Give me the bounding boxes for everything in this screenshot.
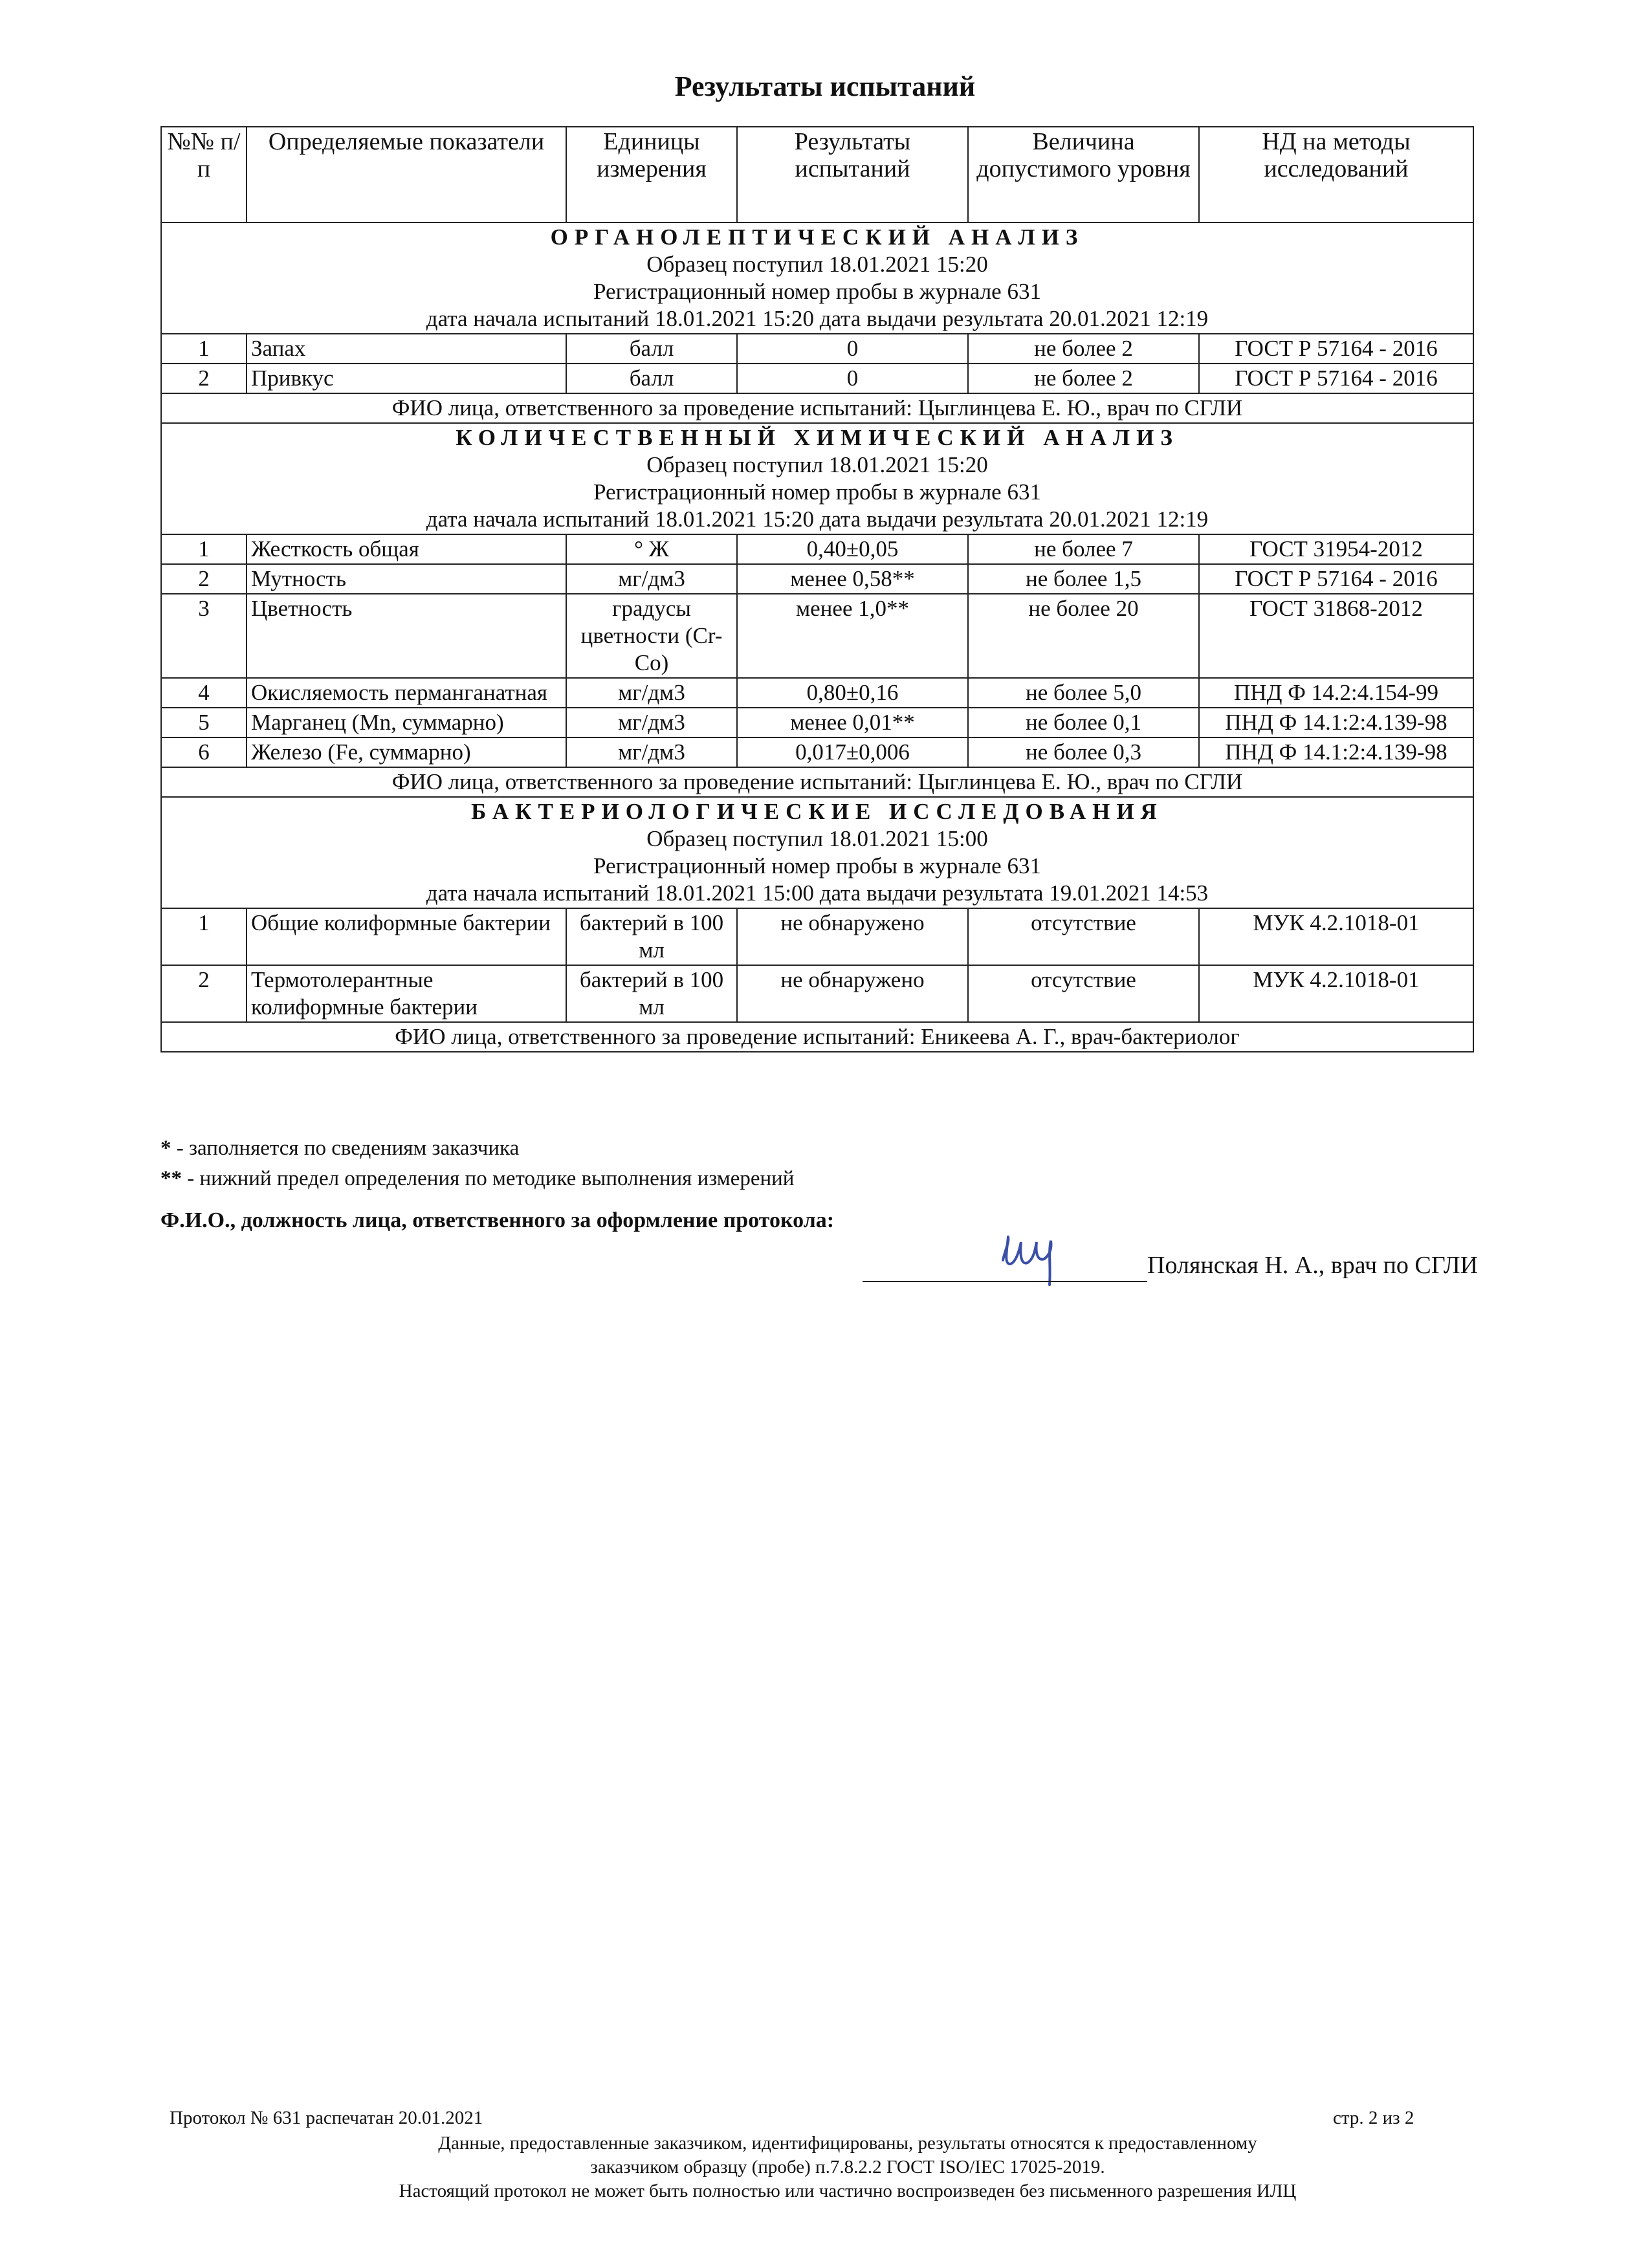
registration-number: Регистрационный номер пробы в журнале 631: [593, 479, 1041, 505]
footnote-1: [160, 1133, 794, 1164]
footer-line-3: Настоящий протокол не может быть полностью или частично воспроизведен без письменного разрешения ИЛЦ: [399, 2181, 1297, 2201]
table-row: [161, 334, 1473, 364]
handwritten-signature: [990, 1223, 1068, 1294]
table-row: [161, 564, 1473, 594]
row-result: 0,40±0,05: [737, 534, 968, 564]
footer-disclaimer: [0, 2132, 1650, 2203]
row-method: ГОСТ 31868-2012: [1199, 594, 1473, 678]
row-unit: бактерий в 100 мл: [566, 908, 737, 965]
row-method: ГОСТ Р 57164 - 2016: [1199, 364, 1473, 393]
row-result: менее 0,58**: [737, 564, 968, 594]
row-limit: не более 0,1: [968, 708, 1199, 737]
row-method: ПНД Ф 14.1:2:4.139-98: [1199, 708, 1473, 737]
table-header-row: [161, 127, 1473, 223]
header-limit: Величина допустимого уровня: [968, 127, 1199, 223]
responsible-row: [161, 767, 1473, 797]
table-row: [161, 708, 1473, 737]
header-indicator: Определяемые показатели: [247, 127, 566, 223]
row-number: 5: [161, 708, 247, 737]
sample-received: Образец поступил 18.01.2021 15:20: [646, 452, 988, 477]
row-indicator: Окисляемость перманганатная: [247, 678, 566, 708]
row-unit: ° Ж: [566, 534, 737, 564]
table-row: [161, 364, 1473, 393]
row-limit: отсутствие: [968, 965, 1199, 1022]
responsible-row: [161, 393, 1473, 423]
table-row: [161, 678, 1473, 708]
responsible-person: ФИО лица, ответственного за проведение испытаний: Цыглинцева Е. Ю., врач по СГЛИ: [161, 393, 1473, 423]
row-method: ГОСТ Р 57164 - 2016: [1199, 564, 1473, 594]
table-row: [161, 908, 1473, 965]
responsible-row: [161, 1022, 1473, 1052]
row-limit: отсутствие: [968, 908, 1199, 965]
row-number: 4: [161, 678, 247, 708]
signature-line: [863, 1280, 1147, 1282]
row-unit: мг/дм3: [566, 564, 737, 594]
row-indicator: Железо (Fe, суммарно): [247, 737, 566, 767]
section-header: [161, 797, 1473, 908]
registration-number: Регистрационный номер пробы в журнале 631: [593, 279, 1041, 304]
section-title: КОЛИЧЕСТВЕННЫЙ ХИМИЧЕСКИЙ АНАЛИЗ: [456, 425, 1179, 450]
row-result: 0: [737, 334, 968, 364]
row-limit: не более 1,5: [968, 564, 1199, 594]
row-indicator: Мутность: [247, 564, 566, 594]
row-result: не обнаружено: [737, 965, 968, 1022]
row-number: 1: [161, 908, 247, 965]
section-title: ОРГАНОЛЕПТИЧЕСКИЙ АНАЛИЗ: [550, 224, 1084, 250]
header-unit: Единицы измерения: [566, 127, 737, 223]
section-title: БАКТЕРИОЛОГИЧЕСКИЕ ИССЛЕДОВАНИЯ: [471, 799, 1163, 824]
table-row: [161, 534, 1473, 564]
row-indicator: Марганец (Mn, суммарно): [247, 708, 566, 737]
responsible-person: ФИО лица, ответственного за проведение испытаний: Цыглинцева Е. Ю., врач по СГЛИ: [161, 767, 1473, 797]
row-limit: не более 5,0: [968, 678, 1199, 708]
footer-protocol: Протокол № 631 распечатан 20.01.2021: [170, 2108, 483, 2128]
row-limit: не более 7: [968, 534, 1199, 564]
row-unit: мг/дм3: [566, 737, 737, 767]
table-row: [161, 965, 1473, 1022]
row-method: ГОСТ Р 57164 - 2016: [1199, 334, 1473, 364]
row-unit: бактерий в 100 мл: [566, 965, 737, 1022]
row-result: 0,017±0,006: [737, 737, 968, 767]
sample-received: Образец поступил 18.01.2021 15:00: [646, 826, 988, 851]
row-unit: балл: [566, 364, 737, 393]
row-result: не обнаружено: [737, 908, 968, 965]
footnotes: [160, 1133, 794, 1194]
signer-name: Полянская Н. А., врач по СГЛИ: [1147, 1252, 1479, 1279]
footnote-2-text: - нижний предел определения по методике выполнения измерений: [182, 1167, 795, 1190]
row-indicator: Привкус: [247, 364, 566, 393]
row-unit: мг/дм3: [566, 678, 737, 708]
results-table: [160, 126, 1474, 1052]
footnote-1-mark: *: [160, 1137, 171, 1160]
row-unit: мг/дм3: [566, 708, 737, 737]
row-indicator: Жесткость общая: [247, 534, 566, 564]
row-indicator: Цветность: [247, 594, 566, 678]
row-indicator: Запах: [247, 334, 566, 364]
row-unit: балл: [566, 334, 737, 364]
footer-page-number: стр. 2 из 2: [1333, 2108, 1414, 2128]
row-limit: не более 20: [968, 594, 1199, 678]
test-dates: дата начала испытаний 18.01.2021 15:00 дата выдачи результата 19.01.2021 14:53: [426, 880, 1209, 906]
header-number: №№ п/п: [161, 127, 247, 223]
row-number: 1: [161, 534, 247, 564]
test-dates: дата начала испытаний 18.01.2021 15:20 дата выдачи результата 20.01.2021 12:19: [426, 507, 1209, 532]
section-header: [161, 223, 1473, 334]
row-number: 6: [161, 737, 247, 767]
page-title: Результаты испытаний: [674, 71, 976, 102]
row-unit: градусы цветности (Cr-Co): [566, 594, 737, 678]
row-number: 2: [161, 564, 247, 594]
row-limit: не более 2: [968, 334, 1199, 364]
responsible-person: ФИО лица, ответственного за проведение испытаний: Еникеева А. Г., врач-бактериолог: [161, 1022, 1473, 1052]
row-result: 0: [737, 364, 968, 393]
row-method: МУК 4.2.1018-01: [1199, 965, 1473, 1022]
sample-received: Образец поступил 18.01.2021 15:20: [646, 252, 988, 277]
section-header: [161, 423, 1473, 534]
footnote-1-text: - заполняется по сведениям заказчика: [171, 1137, 520, 1160]
table-row: [161, 737, 1473, 767]
row-number: 1: [161, 334, 247, 364]
row-number: 2: [161, 965, 247, 1022]
row-limit: не более 2: [968, 364, 1199, 393]
row-method: ГОСТ 31954-2012: [1199, 534, 1473, 564]
row-limit: не более 0,3: [968, 737, 1199, 767]
test-dates: дата начала испытаний 18.01.2021 15:20 дата выдачи результата 20.01.2021 12:19: [426, 306, 1209, 331]
footer-line-1: Данные, предоставленные заказчиком, идентифицированы, результаты относятся к предоставленному: [438, 2133, 1257, 2154]
header-result: Результаты испытаний: [737, 127, 968, 223]
footnote-2-mark: **: [160, 1167, 182, 1190]
registration-number: Регистрационный номер пробы в журнале 631: [593, 853, 1041, 878]
row-method: МУК 4.2.1018-01: [1199, 908, 1473, 965]
footnote-2: [160, 1164, 794, 1194]
row-method: ПНД Ф 14.2:4.154-99: [1199, 678, 1473, 708]
footer-line-2: заказчиком образцу (пробе) п.7.8.2.2 ГОСТ ISO/IEC 17025-2019.: [590, 2157, 1105, 2177]
row-number: 2: [161, 364, 247, 393]
table-row: [161, 594, 1473, 678]
row-result: менее 1,0**: [737, 594, 968, 678]
row-number: 3: [161, 594, 247, 678]
header-method: НД на методы исследований: [1199, 127, 1473, 223]
protocol-responsible-label: Ф.И.О., должность лица, ответственного за оформление протокола:: [160, 1208, 835, 1232]
row-indicator: Термотолерантные колиформные бактерии: [247, 965, 566, 1022]
row-result: 0,80±0,16: [737, 678, 968, 708]
row-method: ПНД Ф 14.1:2:4.139-98: [1199, 737, 1473, 767]
row-result: менее 0,01**: [737, 708, 968, 737]
row-indicator: Общие колиформные бактерии: [247, 908, 566, 965]
